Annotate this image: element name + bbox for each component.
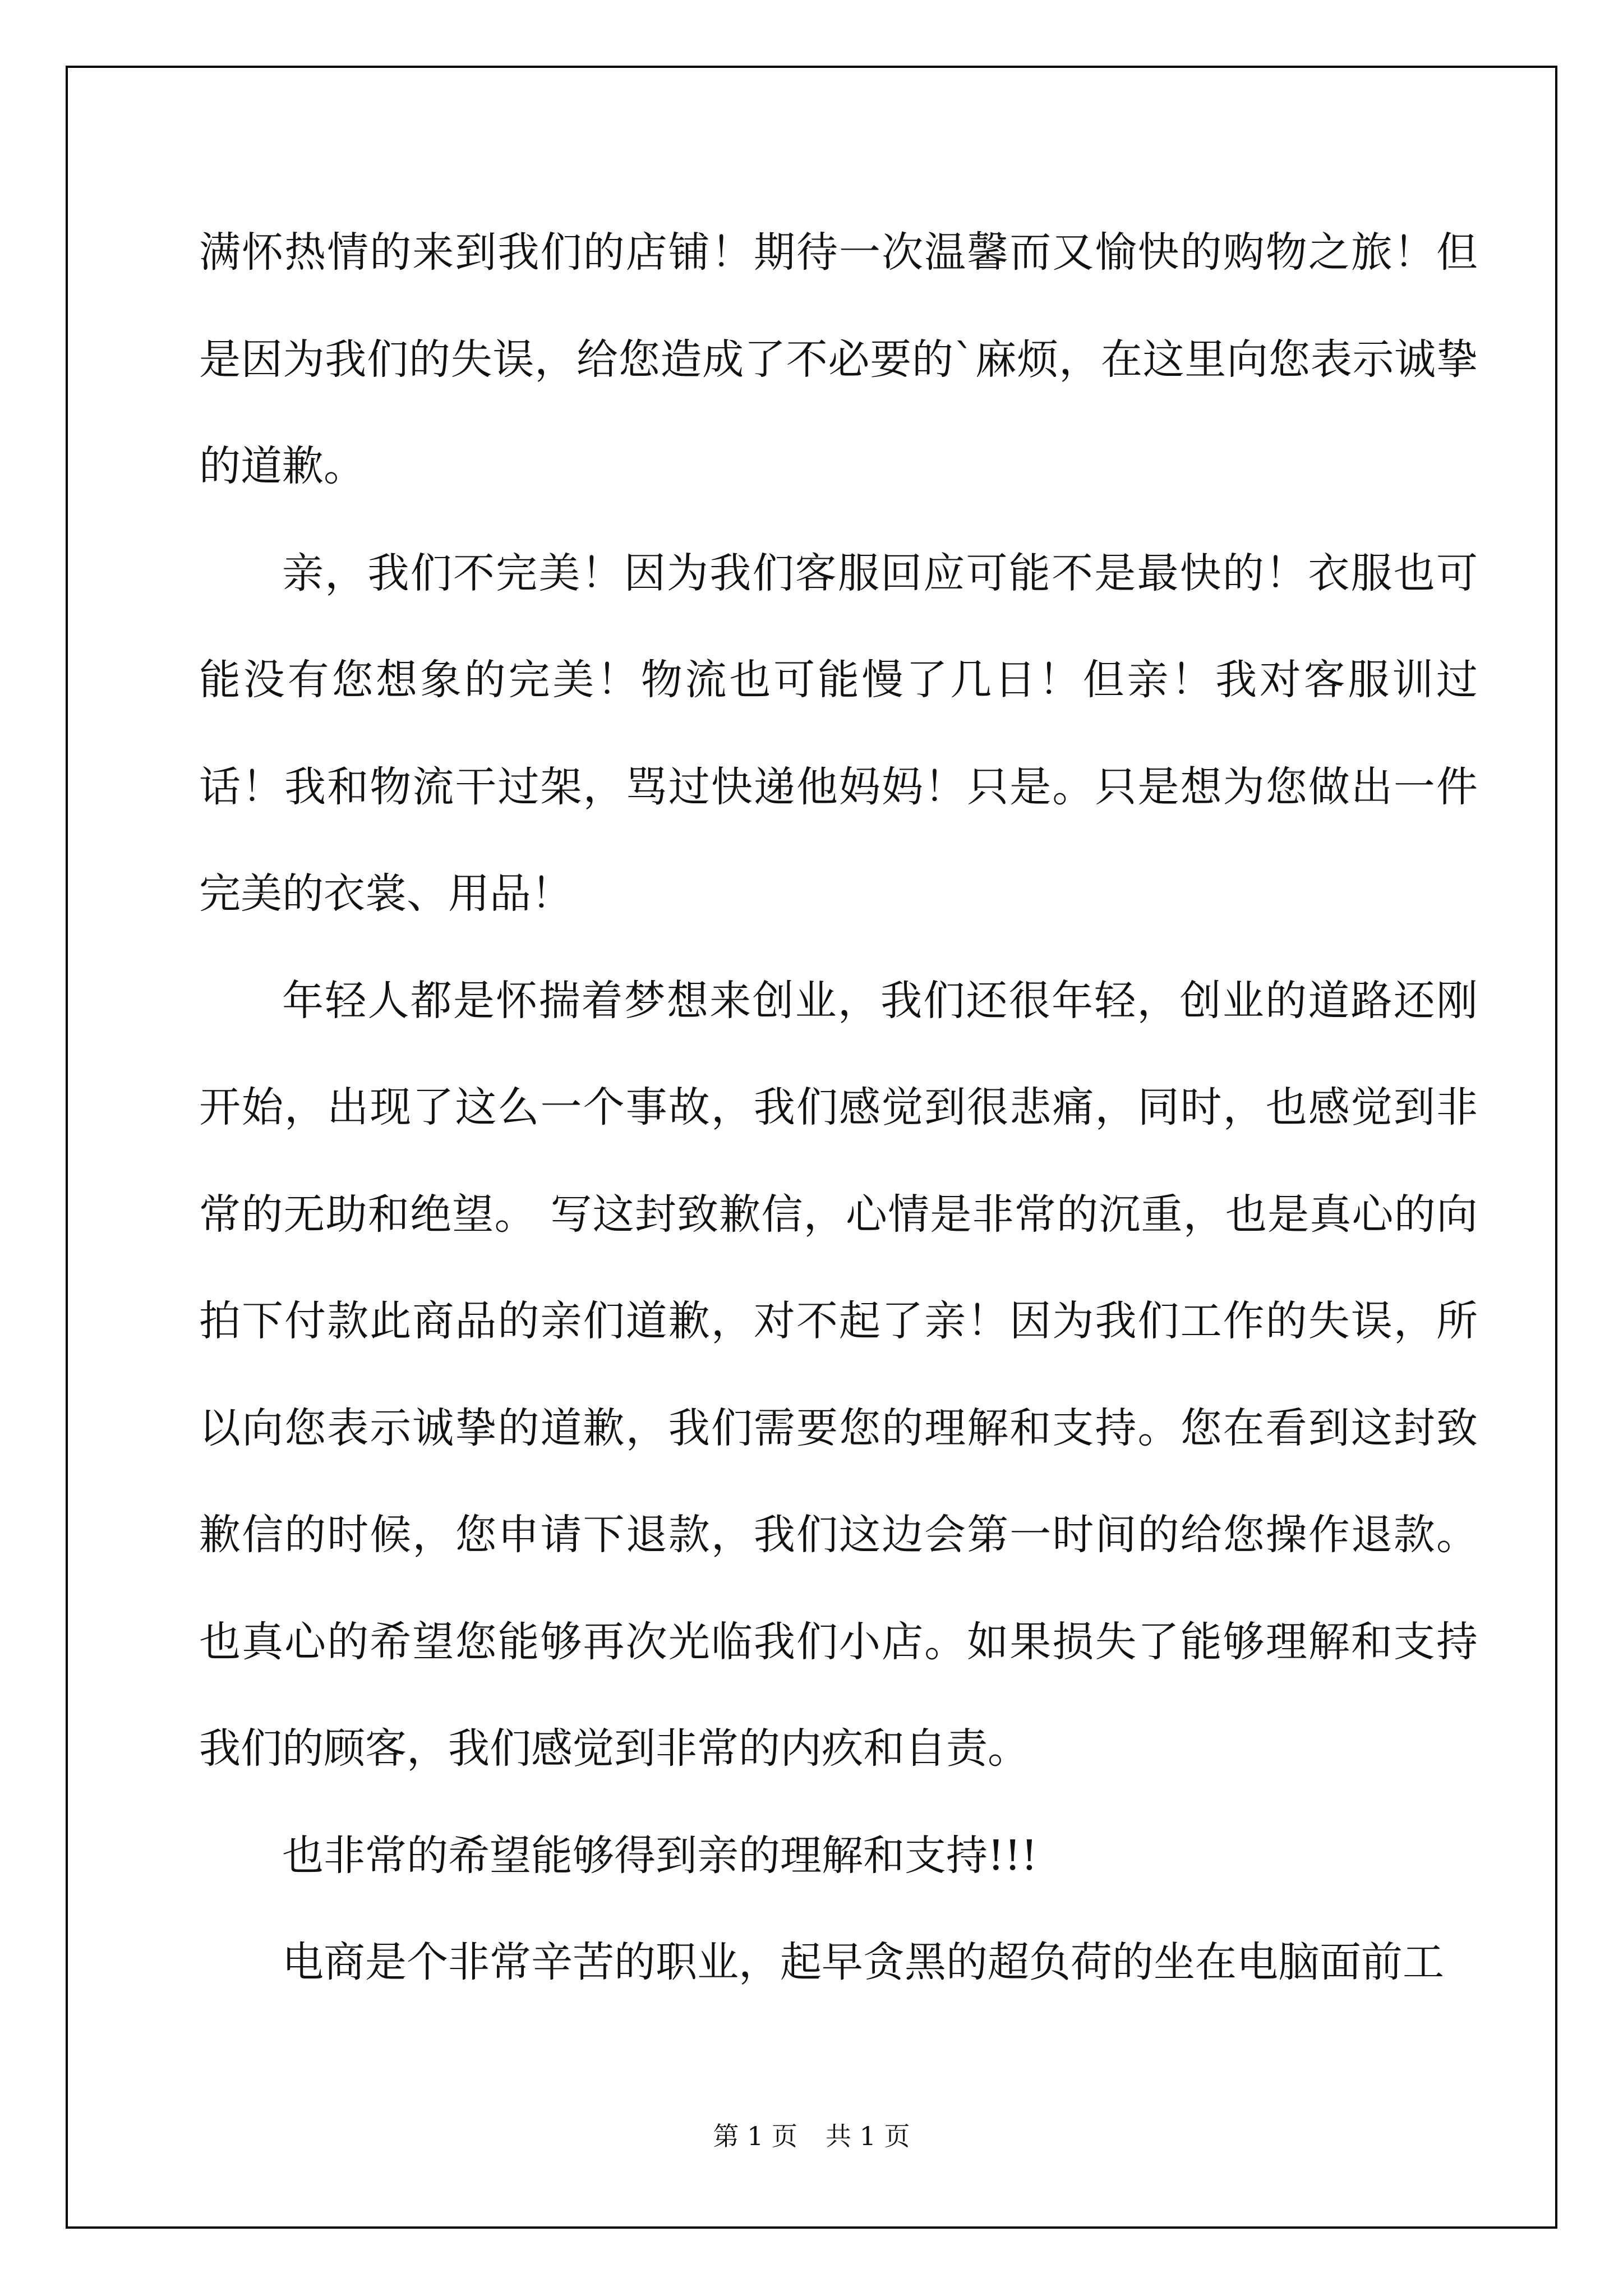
page-total: 共 1 页	[826, 2121, 910, 2151]
paragraph-5: 电商是个非常辛苦的职业，起早贪黑的超负荷的坐在电脑面前工	[282, 1938, 1444, 1986]
paragraph-2: 亲，我们不完美！因为我们客服回应可能不是最快的！衣服也可能没有您想象的完美！物流也可能慢了几日！但亲！我对客服训过话！我和物流干过架，骂过快递他妈妈！只是。只是想为您做出一件完美的衣裳、用品！	[199, 549, 1478, 918]
document-body	[199, 199, 1478, 2016]
page-footer	[0, 2119, 1623, 2153]
paragraph-3: 年轻人都是怀揣着梦想来创业，我们还很年轻，创业的道路还刚开始，出现了这么一个事故，我们感觉到很悲痛，同时，也感觉到非常的无助和绝望。 写这封致歉信，心情是非常的沉重，也是真心的向拍下付款此商品的亲们道歉，对不起了亲！因为我们工作的失误，所以向您表示诚挚的道歉，我们需要您的理解和支持。您在看到这封致歉信的时候，您申请下退款，我们这边会第一时间的给您操作退款。也真心的希望您能够再次光临我们小店。如果损失了能够理解和支持我们的顾客，我们感觉到非常的内疚和自责。	[199, 976, 1478, 1773]
paragraph-4: 也非常的希望能够得到亲的理解和支持!!!	[282, 1831, 1038, 1880]
page-number: 第 1 页	[713, 2121, 797, 2151]
paragraph-1: 满怀热情的来到我们的店铺！期待一次温馨而又愉快的购物之旅！但是因为我们的失误，给您造成了不必要的`麻烦，在这里向您表示诚挚的道歉。	[199, 228, 1478, 490]
